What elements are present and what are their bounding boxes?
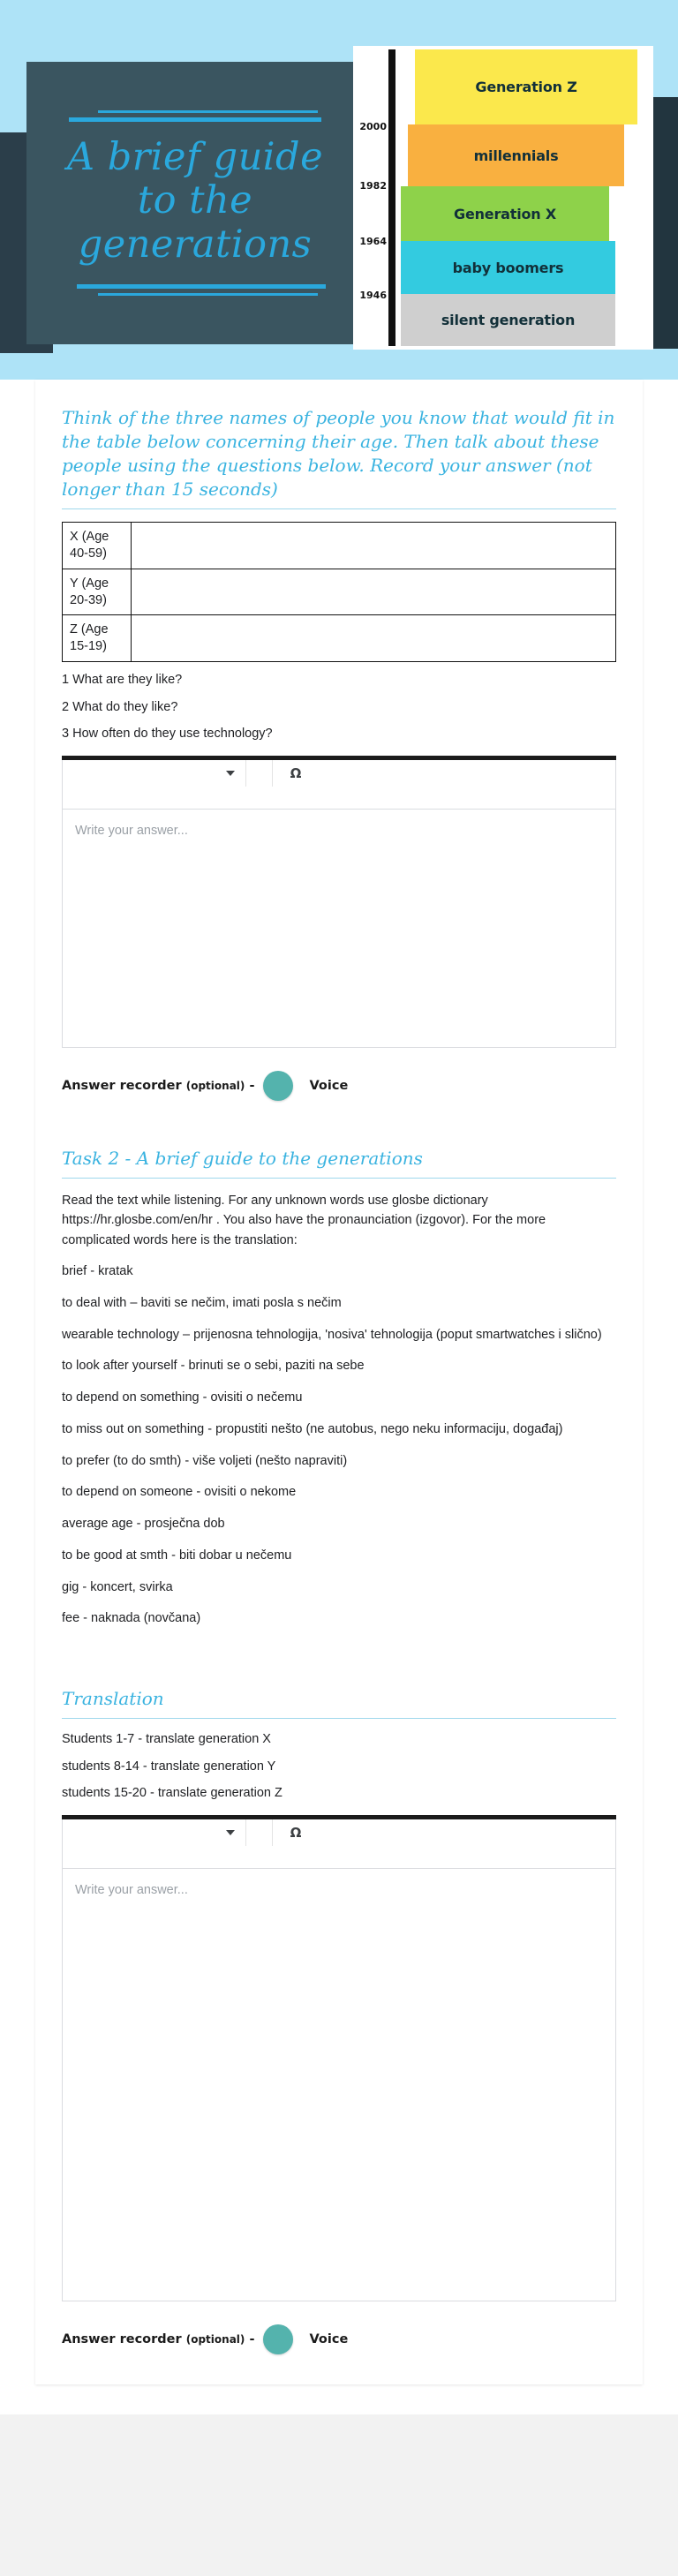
chart-bars: [396, 46, 653, 350]
chart-bar-generation-z: [415, 49, 637, 124]
editor-style-dropdown[interactable]: [63, 760, 246, 787]
hero-title-card: [26, 62, 364, 344]
chart-bar-label: Generation Z: [475, 79, 577, 95]
answer-textarea-translation[interactable]: Write your answer...: [62, 1869, 616, 2301]
table-row: [63, 569, 616, 615]
task1-question-1: 1 What are they like?: [62, 673, 183, 688]
task2-heading: Task 2 - A brief guide to the generations: [62, 1147, 423, 1169]
special-character-button[interactable]: Ω: [290, 765, 302, 781]
chevron-down-icon: [226, 771, 235, 776]
task2-instructions: Read the text while listening. For any unknown words use glosbe dictionary https://hr.glosbe.com/en/hr . You also have the pronaunciation (izgovor). For the more complicated words here is the translation:: [62, 1193, 546, 1247]
recorder-label-text: Answer recorder: [62, 2331, 182, 2346]
editor-toolbar-slot[interactable]: [246, 760, 273, 787]
recorder-optional-text: (optional): [185, 2332, 245, 2346]
rule-line: [69, 117, 321, 122]
answer-textarea-task1[interactable]: Write your answer...: [62, 810, 616, 1048]
chart-tick-1946: 1946: [359, 290, 387, 301]
table-cell-label: X (Age 40-59): [63, 523, 132, 569]
title-line-1: A brief guide: [66, 135, 324, 180]
chart-bar-label: millennials: [473, 147, 559, 164]
translation-heading: Translation: [62, 1688, 164, 1710]
chart-tick-1982: 1982: [359, 180, 387, 192]
vocab-item: to look after yourself - brinuti se o sebi, paziti na sebe: [62, 1359, 365, 1374]
table-row: [63, 615, 616, 662]
editor-style-dropdown[interactable]: [63, 1819, 246, 1846]
vocab-item: to depend on something - ovisiti o nečemu: [62, 1390, 303, 1405]
rule-line: [98, 110, 319, 113]
chart-bar-label: Generation X: [454, 205, 556, 222]
chart-bar-generation-x: [401, 186, 609, 241]
recorder-voice-label: Voice: [309, 1078, 349, 1093]
chart-tick-1964: 1964: [359, 236, 387, 247]
divider: [62, 1718, 616, 1719]
answer-editor-task1: [62, 756, 616, 1048]
chevron-down-icon: [226, 1830, 235, 1835]
record-button[interactable]: [263, 2324, 293, 2354]
rule-line: [77, 284, 326, 289]
chart-bar-millennials: [408, 124, 624, 186]
vocab-item: fee - naknada (novčana): [62, 1611, 201, 1626]
table-cell-input[interactable]: [132, 615, 616, 662]
vocab-item: wearable technology – prijenosna tehnologija, 'nosiva' tehnologija (poput smartwatches i slično): [62, 1327, 602, 1342]
chart-bar-baby-boomers: [401, 241, 615, 294]
table-cell-label: Y (Age 20-39): [63, 569, 132, 615]
recorder-label: [62, 2332, 254, 2346]
section-spacer: [62, 1641, 616, 1687]
answer-recorder-row-task1: [62, 1071, 616, 1101]
vocab-item: to miss out on something - propustiti nešto (ne autobus, nego neku informaciju, događaj): [62, 1421, 563, 1436]
editor-toolbar-slot[interactable]: [246, 1819, 273, 1846]
hero-banner: [0, 0, 678, 380]
worksheet-content-card: [35, 380, 643, 2384]
translation-line-1: Students 1-7 - translate generation X: [62, 1732, 271, 1747]
task1-question-2: 2 What do they like?: [62, 699, 178, 714]
recorder-label-text: Answer recorder: [62, 1078, 182, 1093]
recorder-voice-label: Voice: [309, 2331, 349, 2346]
chart-bar-label: baby boomers: [452, 259, 564, 276]
title-line-3: generations: [78, 222, 313, 267]
vocab-item: gig - koncert, svirka: [62, 1579, 173, 1594]
vocab-item: average age - prosječna dob: [62, 1517, 225, 1532]
title-line-2: to the: [137, 178, 253, 223]
chart-bar-label: silent generation: [441, 312, 576, 328]
vocab-item: to prefer (to do smth) - više voljeti (nešto napraviti): [62, 1453, 348, 1468]
editor-toolbar: [62, 760, 616, 810]
chart-axis: [388, 49, 396, 346]
divider: [62, 508, 616, 509]
recorder-dash: -: [249, 2331, 255, 2346]
vocab-item: to depend on someone - ovisiti o nekome: [62, 1485, 297, 1500]
table-cell-input[interactable]: [132, 569, 616, 615]
translation-line-2: students 8-14 - translate generation Y: [62, 1759, 276, 1774]
vocab-item: to be good at smth - biti dobar u nečemu: [62, 1548, 292, 1563]
generations-age-table: [62, 522, 616, 662]
table-cell-label: Z (Age 15-19): [63, 615, 132, 662]
record-button[interactable]: [263, 1071, 293, 1101]
hero-bottom-rules: [35, 284, 355, 296]
chart-tick-2000: 2000: [359, 121, 387, 132]
editor-toolbar: [62, 1819, 616, 1869]
rule-line: [98, 293, 319, 296]
divider: [62, 1178, 616, 1179]
generations-chart: [353, 46, 653, 350]
vocab-item: brief - kratak: [62, 1264, 133, 1279]
recorder-optional-text: (optional): [185, 1079, 245, 1092]
answer-recorder-row-translation: [62, 2324, 616, 2354]
table-cell-input[interactable]: [132, 523, 616, 569]
special-character-button[interactable]: Ω: [290, 1824, 302, 1841]
hero-top-rules: [35, 110, 355, 122]
task1-question-3: 3 How often do they use technology?: [62, 727, 273, 742]
chart-bar-silent-generation: [401, 294, 615, 346]
task1-instructions: Think of the three names of people you know that would fit in the table below concerning their age. Then talk about these people using the questions below. Record your answer (not longer than 15 seconds): [62, 407, 615, 500]
table-row: [63, 523, 616, 569]
translation-line-3: students 15-20 - translate generation Z: [62, 1786, 282, 1801]
vocab-item: to deal with – baviti se nečim, imati posla s nečim: [62, 1295, 342, 1310]
recorder-label: [62, 1079, 254, 1093]
page-title: [67, 136, 323, 266]
section-spacer: [62, 1101, 616, 1147]
recorder-dash: -: [249, 1078, 255, 1093]
answer-editor-translation: [62, 1815, 616, 2301]
